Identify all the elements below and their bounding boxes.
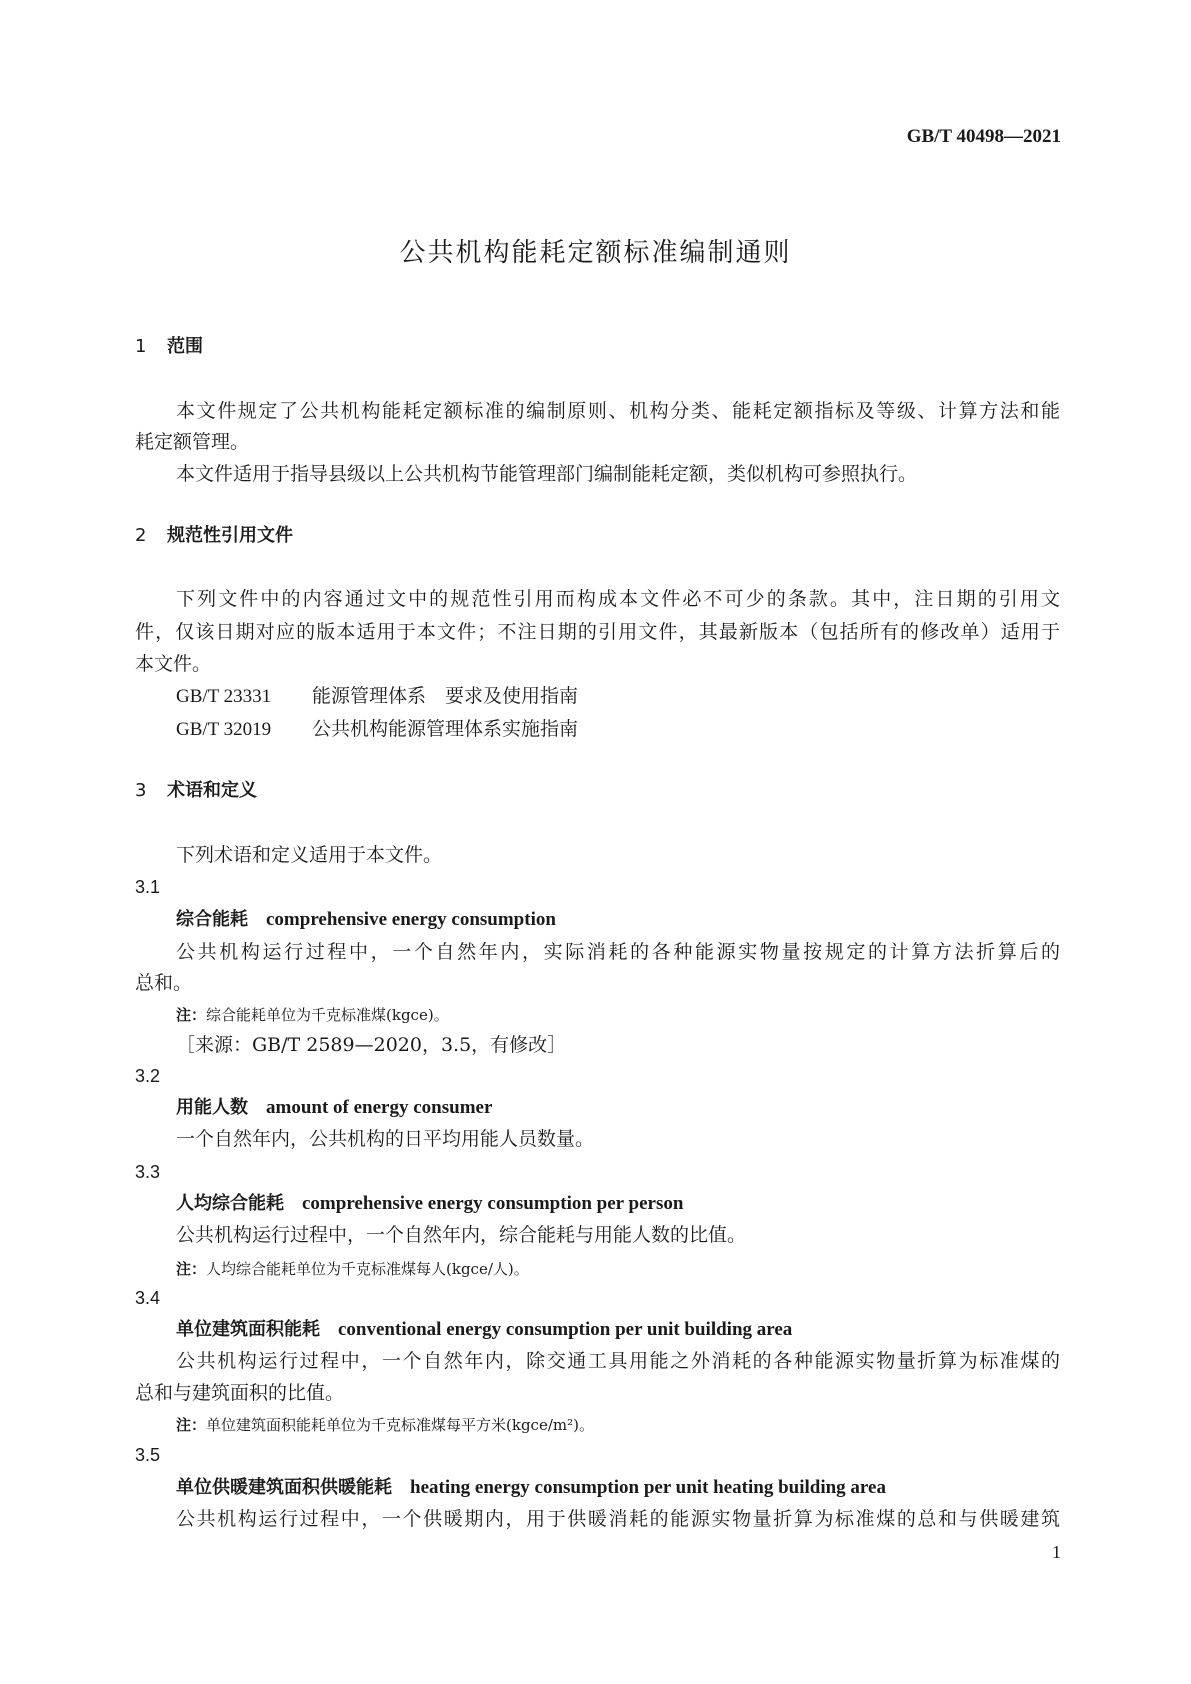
paragraph-line: 本文件适用于指导县级以上公共机构节能管理部门编制能耗定额，类似机构可参照执行。 [176, 463, 918, 485]
term-number: 3.1 [135, 877, 161, 897]
paragraph-line: 耗定额管理。 [135, 431, 250, 453]
term-zh: 综合能耗 [176, 909, 248, 930]
definition-line: 公共机构运行过程中，一个自然年内，实际消耗的各种能源实物量按规定的计算方法折算后的 [176, 941, 1060, 963]
paragraph-line: 下列术语和定义适用于本文件。 [176, 844, 443, 866]
term-number: 3.3 [135, 1162, 161, 1182]
note [176, 1413, 594, 1437]
term-en: amount of energy consumer [266, 1097, 493, 1118]
term-heading [176, 1096, 492, 1120]
term-en: heating energy consumption per unit heating building area [410, 1477, 886, 1498]
definition-line: 公共机构运行过程中，一个供暖期内，用于供暖消耗的能源实物量折算为标准煤的总和与供暖建筑 [176, 1508, 1060, 1530]
term-zh: 用能人数 [176, 1097, 248, 1118]
term-zh: 人均综合能耗 [176, 1193, 284, 1214]
section-title: 范围 [167, 336, 203, 357]
term-en: comprehensive energy consumption per person [302, 1193, 684, 1214]
section-title: 术语和定义 [167, 780, 257, 801]
term-heading [176, 1192, 683, 1216]
section-title: 规范性引用文件 [167, 525, 293, 546]
term-zh: 单位建筑面积能耗 [176, 1319, 320, 1340]
note-text: 人均综合能耗单位为千克标准煤每人(kgce/人)。 [206, 1260, 529, 1278]
section-number: 1 [135, 336, 147, 357]
document-title: 公共机构能耗定额标准编制通则 [399, 238, 792, 268]
paragraph-line: 本文件。 [135, 653, 212, 675]
reference-item [176, 717, 578, 742]
note [176, 1003, 449, 1027]
section-3-heading [135, 779, 257, 803]
term-en: conventional energy consumption per unit building area [338, 1319, 793, 1340]
term-en: comprehensive energy consumption [266, 909, 556, 930]
source-reference: ［来源：GB/T 2589—2020，3.5，有修改］ [176, 1034, 567, 1056]
term-number: 3.5 [135, 1445, 161, 1465]
term-heading [176, 1318, 792, 1342]
note-label: 注： [176, 1006, 207, 1024]
definition-line: 公共机构运行过程中，一个自然年内，除交通工具用能之外消耗的各种能源实物量折算为标准煤的 [176, 1350, 1060, 1372]
section-2-heading [135, 524, 293, 548]
note-label: 注： [176, 1416, 207, 1434]
note-text: 单位建筑面积能耗单位为千克标准煤每平方米(kgce/m²)。 [206, 1416, 594, 1434]
definition-line: 公共机构运行过程中，一个自然年内，综合能耗与用能人数的比值。 [176, 1224, 747, 1246]
definition-line: 一个自然年内，公共机构的日平均用能人员数量。 [176, 1128, 595, 1150]
term-heading [176, 1476, 886, 1500]
reference-code: GB/T 23331 [176, 686, 272, 707]
note [176, 1257, 529, 1281]
definition-line: 总和与建筑面积的比值。 [135, 1382, 345, 1404]
reference-code: GB/T 32019 [176, 719, 272, 740]
term-zh: 单位供暖建筑面积供暖能耗 [176, 1477, 392, 1498]
page-number: 1 [1052, 1542, 1061, 1562]
note-text: 综合能耗单位为千克标准煤(kgce)。 [206, 1006, 449, 1024]
term-number: 3.4 [135, 1288, 161, 1308]
reference-title: 公共机构能源管理体系实施指南 [312, 718, 579, 740]
section-1-heading [135, 335, 203, 359]
section-number: 3 [135, 780, 147, 801]
section-number: 2 [135, 525, 147, 546]
document-number: GB/T 40498—2021 [906, 126, 1061, 147]
reference-title: 能源管理体系 要求及使用指南 [312, 685, 579, 707]
term-heading [176, 908, 556, 932]
reference-item [176, 684, 578, 709]
paragraph-line: 件，仅该日期对应的版本适用于本文件；不注日期的引用文件，其最新版本（包括所有的修改单）适用于 [135, 621, 1060, 643]
paragraph-line: 本文件规定了公共机构能耗定额标准的编制原则、机构分类、能耗定额指标及等级、计算方法和能 [176, 400, 1060, 422]
paragraph-line: 下列文件中的内容通过文中的规范性引用而构成本文件必不可少的条款。其中，注日期的引用文 [176, 588, 1060, 610]
definition-line: 总和。 [135, 972, 193, 994]
note-label: 注： [176, 1260, 207, 1278]
term-number: 3.2 [135, 1066, 161, 1086]
